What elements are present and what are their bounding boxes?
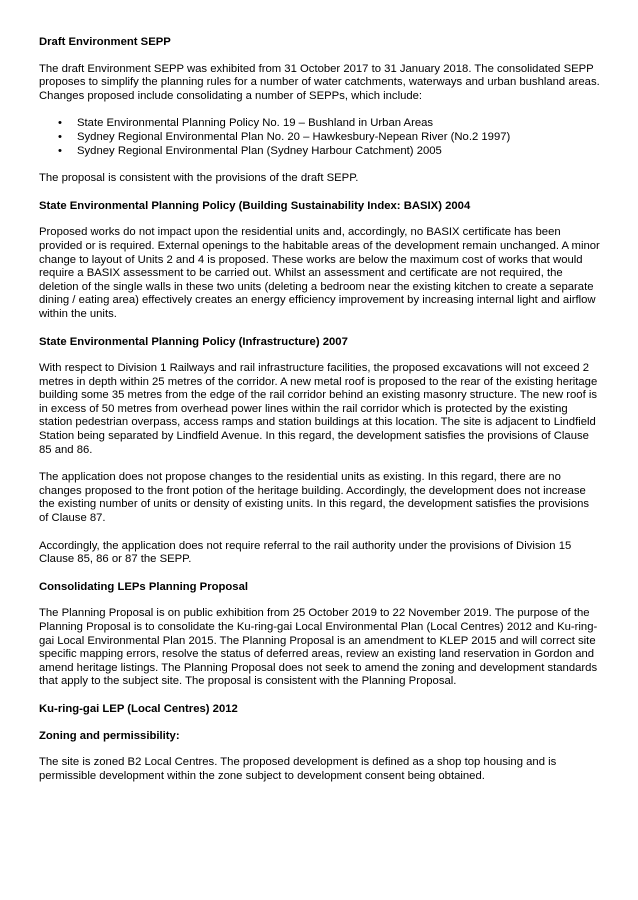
heading-planning-proposal: Consolidating LEPs Planning Proposal bbox=[39, 580, 249, 593]
heading-basix: State Environmental Planning Policy (Building Sustainability Index: BASIX) 2004 bbox=[39, 199, 471, 212]
sepp-list-item: • Sydney Regional Environmental Plan No. 20 – Hawkesbury-Nepean River (No.2 1997) bbox=[39, 131, 600, 145]
sepp-list-item: • State Environmental Planning Policy No. 19 – Bushland in Urban Areas bbox=[39, 117, 600, 131]
draft-sepp-conclusion: The proposal is consistent with the provisions of the draft SEPP. bbox=[39, 172, 359, 185]
draft-sepp-intro: The draft Environment SEPP was exhibited from 31 October 2017 to 31 January 2018. The consolidated SEPP proposes to simplify the planning rules for a number of water catchments, waterways and urban bushland areas. Changes proposed include consolidating a number of SEPPs, which include: bbox=[39, 62, 600, 102]
heading-zoning: Zoning and permissibility: bbox=[39, 729, 180, 742]
sepp-list-item: • Sydney Regional Environmental Plan (Sydney Harbour Catchment) 2005 bbox=[39, 145, 600, 159]
infrastructure-para-3: Accordingly, the application does not require referral to the rail authority under the provisions of Division 15 Clause 85, 86 or 87 the SEPP. bbox=[39, 539, 572, 566]
heading-draft-environment-sepp: Draft Environment SEPP bbox=[39, 36, 171, 48]
sepp-list bbox=[39, 117, 600, 158]
zoning-body: The site is zoned B2 Local Centres. The proposed development is defined as a shop top housing and is permissible development within the zone subject to development consent being obtained. bbox=[39, 756, 557, 782]
basix-body: Proposed works do not impact upon the residential units and, accordingly, no BASIX certificate has been provided or is required. External openings to the habitable areas of the development remain unchanged. A minor change to layout of Units 2 and 4 is proposed. These works are below the maximum cost of works that would require a BASIX assessment to be carried out. Whilst an assessment and certificate are not required, the deletion of the single walls in these two units (deleting a bedroom near the existing kitchen to create a separate dining / eating area) effectively creates an energy efficiency improvement by increasing internal light and airflow within the units. bbox=[39, 226, 600, 320]
planning-proposal-body: The Planning Proposal is on public exhibition from 25 October 2019 to 22 November 2019. The purpose of the Planning Proposal is to consolidate the Ku-ring-gai Local Environmental Plan (Local Centres) 2012 and Ku-ring-gai Local Environmental Plan 2015. The Planning Proposal is an amendment to KLEP 2015 and will correct site specific mapping errors, resolve the status of deferred areas, review an existing land reservation in Gordon and amend heritage listings. The Planning Proposal does not seek to amend the zoning and development standards that apply to the subject site. The proposal is consistent with the Planning Proposal. bbox=[39, 607, 598, 688]
infrastructure-para-1: With respect to Division 1 Railways and rail infrastructure facilities, the proposed excavations will not exceed 2 metres in depth within 25 metres of the corridor. A new metal roof is proposed to the rear of the existing heritage building some 35 metres from the edge of the rail corridor behind an existing masonry structure. The new roof is in excess of 50 metres from overhead power lines within the rail corridor which is protected by the existing station pedestrian overpass, access ramps and station buildings at this location. The site is adjacent to Lindfield Station being separated by Lindfield Avenue. In this regard, the development satisfies the provisions of Clause 85 and 86. bbox=[39, 362, 598, 456]
infrastructure-para-2: The application does not propose changes to the residential units as existing. In this regard, there are no changes proposed to the front potion of the heritage building. Accordingly, the development does not increase the existing number of units or density of existing units. In this regard, the development satisfies the provisions of Clause 87. bbox=[39, 471, 590, 525]
heading-infrastructure: State Environmental Planning Policy (Infrastructure) 2007 bbox=[39, 335, 348, 348]
heading-lep-local-centres: Ku-ring-gai LEP (Local Centres) 2012 bbox=[39, 702, 238, 715]
